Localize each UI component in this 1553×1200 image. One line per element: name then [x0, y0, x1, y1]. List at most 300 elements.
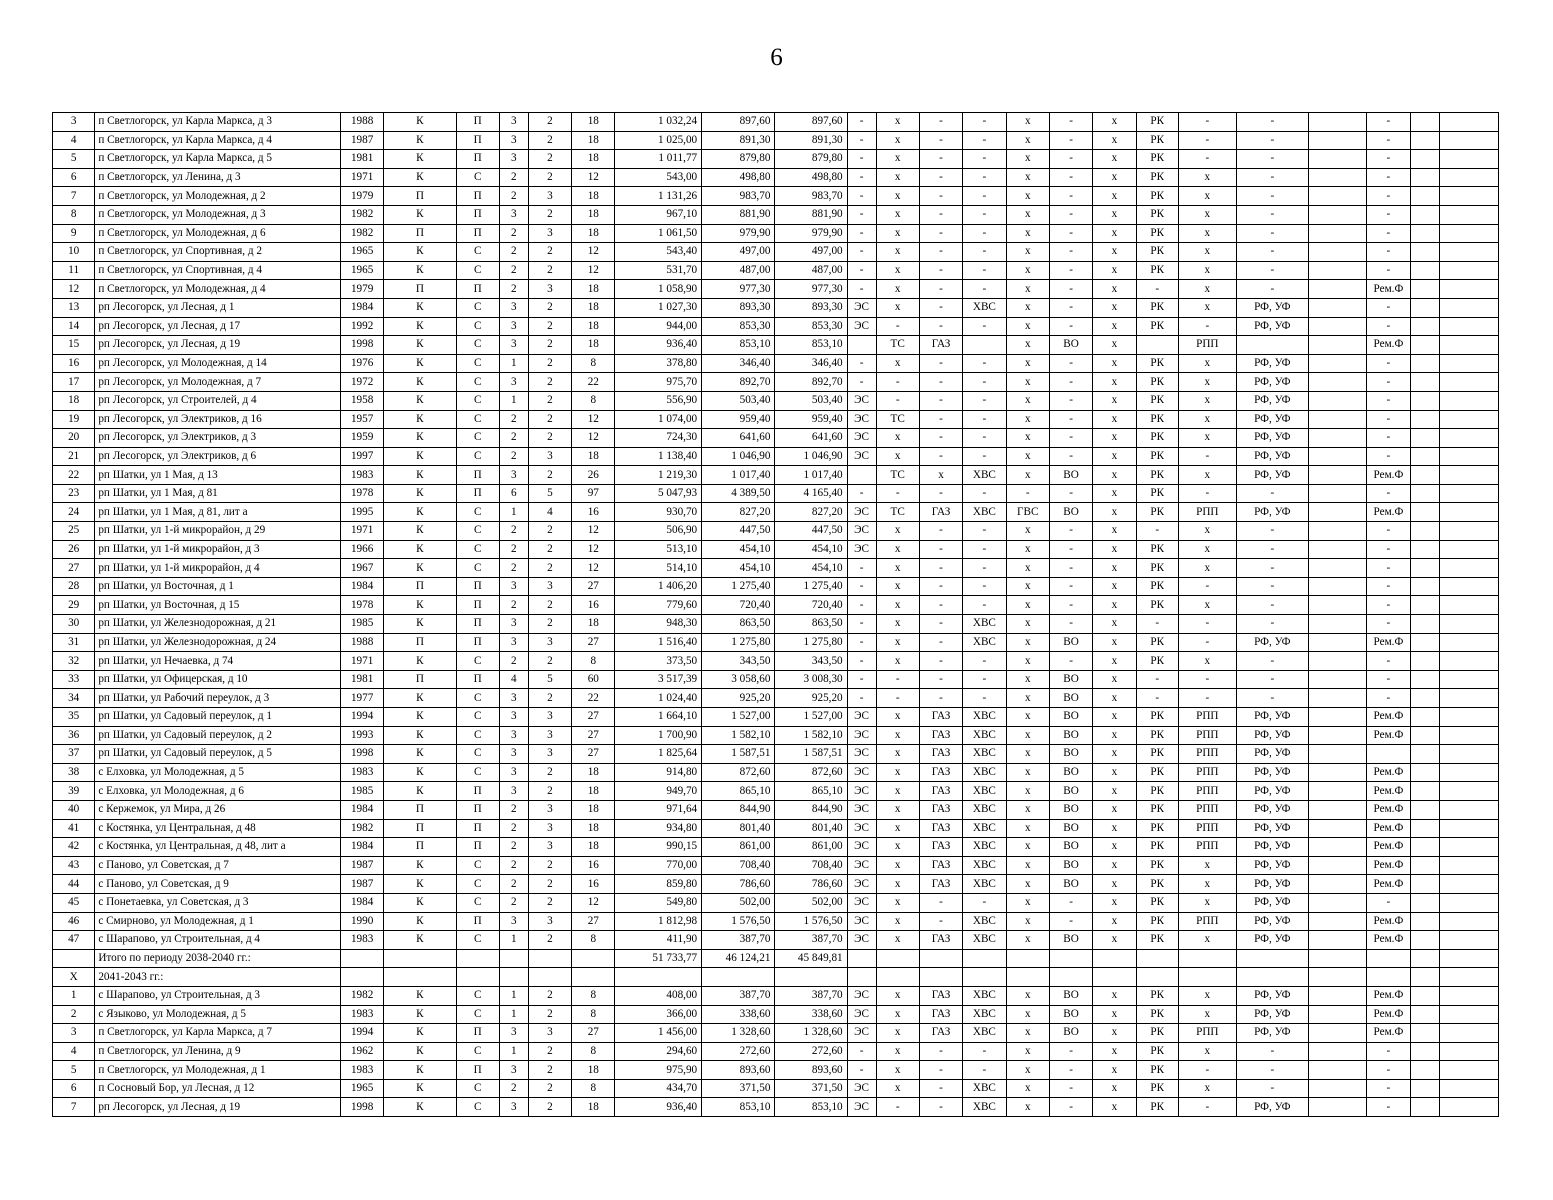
table-cell: ХВС: [963, 466, 1006, 485]
table-cell: 5: [53, 150, 95, 169]
table-cell: -: [919, 615, 962, 634]
table-cell: 1 576,50: [702, 912, 775, 931]
table-cell: 19: [53, 410, 95, 429]
table-cell: РФ, УФ: [1236, 466, 1308, 485]
table-cell: -: [919, 131, 962, 150]
table-cell: К: [384, 522, 456, 541]
table-cell: [1411, 782, 1440, 801]
table-cell: [1440, 131, 1499, 150]
table-cell: х: [1006, 205, 1049, 224]
table-cell: х: [1006, 187, 1049, 206]
table-cell: ВО: [1049, 986, 1092, 1005]
table-cell: ЭС: [847, 745, 876, 764]
table-cell: 865,10: [702, 782, 775, 801]
table-cell: 36: [53, 726, 95, 745]
table-cell: РК: [1136, 800, 1178, 819]
table-cell: -: [1366, 522, 1410, 541]
table-cell: 2: [528, 168, 571, 187]
table-cell: -: [847, 577, 876, 596]
table-cell: ВО: [1049, 782, 1092, 801]
table-cell: -: [919, 261, 962, 280]
table-cell: [1440, 1061, 1499, 1080]
table-cell: -: [1178, 1098, 1236, 1117]
table-cell: 33: [53, 670, 95, 689]
table-cell: 1 664,10: [615, 708, 702, 727]
table-cell: -: [847, 633, 876, 652]
address-cell: рп Лесогорск, ул Электриков, д 6: [95, 447, 341, 466]
address-cell: рп Лесогорск, ул Лесная, д 17: [95, 317, 341, 336]
table-cell: -: [919, 689, 962, 708]
table-cell: [1308, 949, 1366, 968]
address-cell: с Елховка, ул Молодежная, д 5: [95, 763, 341, 782]
table-cell: х: [876, 633, 919, 652]
table-cell: -: [1049, 150, 1092, 169]
table-cell: 8: [572, 931, 615, 950]
table-cell: -: [919, 373, 962, 392]
table-cell: -: [1049, 354, 1092, 373]
table-cell: -: [919, 429, 962, 448]
table-cell: ЭС: [847, 708, 876, 727]
table-cell: ЭС: [847, 912, 876, 931]
table-cell: Рем.Ф: [1366, 856, 1410, 875]
table-cell: х: [1006, 391, 1049, 410]
table-cell: С: [456, 986, 499, 1005]
table-cell: [1308, 1005, 1366, 1024]
table-cell: РФ, УФ: [1236, 912, 1308, 931]
table-cell: 346,40: [775, 354, 847, 373]
table-cell: -: [1366, 391, 1410, 410]
table-cell: ЭС: [847, 819, 876, 838]
table-cell: 708,40: [775, 856, 847, 875]
table-cell: [1411, 856, 1440, 875]
table-cell: х: [1178, 986, 1236, 1005]
table-cell: -: [963, 261, 1006, 280]
table-cell: Рем.Ф: [1366, 726, 1410, 745]
table-cell: С: [456, 447, 499, 466]
table-cell: [1411, 838, 1440, 857]
table-cell: [1411, 150, 1440, 169]
table-cell: 3: [528, 912, 571, 931]
table-cell: х: [1093, 224, 1136, 243]
table-row: [53, 652, 1499, 671]
table-cell: 13: [53, 298, 95, 317]
table-cell: -: [1366, 1061, 1410, 1080]
table-cell: ЭС: [847, 726, 876, 745]
table-cell: -: [919, 168, 962, 187]
table-cell: 3: [528, 280, 571, 299]
table-cell: х: [1093, 745, 1136, 764]
table-cell: 1 406,20: [615, 577, 702, 596]
table-cell: [1411, 522, 1440, 541]
table-cell: 2: [499, 838, 528, 857]
table-cell: К: [384, 782, 456, 801]
table-row: [53, 373, 1499, 392]
table-row: [53, 150, 1499, 169]
table-cell: -: [1366, 484, 1410, 503]
table-row: [53, 336, 1499, 355]
table-row: [53, 893, 1499, 912]
table-cell: [1411, 670, 1440, 689]
table-cell: РПП: [1178, 708, 1236, 727]
address-cell: рп Шатки, ул Железнодорожная, д 21: [95, 615, 341, 634]
table-row: [53, 298, 1499, 317]
table-cell: ГАЗ: [919, 708, 962, 727]
table-row: [53, 615, 1499, 634]
table-cell: 2: [528, 336, 571, 355]
table-cell: 8: [53, 205, 95, 224]
table-cell: 8: [572, 1042, 615, 1061]
table-cell: х: [1178, 559, 1236, 578]
table-cell: [876, 949, 919, 968]
address-cell: рп Лесогорск, ул Строителей, д 4: [95, 391, 341, 410]
table-cell: 7: [53, 187, 95, 206]
table-cell: -: [919, 280, 962, 299]
address-cell: рп Лесогорск, ул Лесная, д 19: [95, 1098, 341, 1117]
table-cell: -: [1366, 243, 1410, 262]
table-cell: ВО: [1049, 838, 1092, 857]
table-cell: 8: [572, 986, 615, 1005]
table-cell: -: [1049, 243, 1092, 262]
table-cell: РФ, УФ: [1236, 800, 1308, 819]
table-cell: [1440, 615, 1499, 634]
table-cell: -: [847, 131, 876, 150]
table-cell: 1: [499, 1005, 528, 1024]
table-cell: 1971: [340, 168, 383, 187]
table-cell: РК: [1136, 559, 1178, 578]
table-cell: 506,90: [615, 522, 702, 541]
table-cell: х: [876, 931, 919, 950]
table-cell: х: [1093, 1098, 1136, 1117]
table-cell: 1995: [340, 503, 383, 522]
table-cell: 294,60: [615, 1042, 702, 1061]
table-cell: х: [1006, 1042, 1049, 1061]
table-cell: К: [384, 856, 456, 875]
address-cell: рп Лесогорск, ул Молодежная, д 7: [95, 373, 341, 392]
table-cell: 12: [572, 410, 615, 429]
table-cell: ЭС: [847, 540, 876, 559]
table-cell: -: [919, 559, 962, 578]
table-cell: х: [1178, 522, 1236, 541]
table-cell: РФ, УФ: [1236, 1098, 1308, 1117]
table-cell: 3: [499, 1024, 528, 1043]
table-cell: х: [1006, 986, 1049, 1005]
table-cell: -: [963, 689, 1006, 708]
table-cell: [1006, 968, 1049, 987]
table-cell: 3: [528, 1024, 571, 1043]
table-cell: х: [1006, 1005, 1049, 1024]
table-cell: 3: [499, 317, 528, 336]
table-cell: х: [1178, 354, 1236, 373]
table-cell: -: [847, 280, 876, 299]
table-cell: [1308, 1061, 1366, 1080]
table-cell: 872,60: [702, 763, 775, 782]
table-cell: 967,10: [615, 205, 702, 224]
table-cell: ХВС: [963, 782, 1006, 801]
table-cell: 2: [528, 243, 571, 262]
table-cell: -: [963, 596, 1006, 615]
table-cell: х: [876, 856, 919, 875]
table-cell: РК: [1136, 856, 1178, 875]
table-cell: ГАЗ: [919, 856, 962, 875]
table-cell: -: [919, 1079, 962, 1098]
table-cell: 1988: [340, 113, 383, 132]
table-cell: 1971: [340, 522, 383, 541]
table-cell: К: [384, 912, 456, 931]
table-cell: 2: [499, 429, 528, 448]
table-cell: 42: [53, 838, 95, 857]
table-cell: х: [876, 224, 919, 243]
table-cell: 3: [499, 373, 528, 392]
table-cell: 1977: [340, 689, 383, 708]
table-cell: 447,50: [775, 522, 847, 541]
table-cell: -: [1366, 577, 1410, 596]
table-cell: [1411, 559, 1440, 578]
table-cell: ЭС: [847, 931, 876, 950]
table-cell: х: [1093, 931, 1136, 950]
table-cell: 892,70: [702, 373, 775, 392]
table-cell: -: [1049, 168, 1092, 187]
table-cell: х: [1093, 763, 1136, 782]
table-cell: 2: [528, 782, 571, 801]
table-cell: РК: [1136, 298, 1178, 317]
table-cell: х: [1006, 1024, 1049, 1043]
table-cell: РК: [1136, 838, 1178, 857]
table-cell: 21: [53, 447, 95, 466]
table-cell: РФ, УФ: [1236, 708, 1308, 727]
table-cell: К: [384, 1042, 456, 1061]
table-cell: [1411, 968, 1440, 987]
table-cell: 3: [53, 1024, 95, 1043]
table-cell: ВО: [1049, 633, 1092, 652]
table-cell: [1440, 726, 1499, 745]
table-cell: 2: [528, 1042, 571, 1061]
table-cell: 2: [528, 131, 571, 150]
table-cell: -: [847, 373, 876, 392]
table-cell: -: [1049, 596, 1092, 615]
table-cell: -: [1136, 615, 1178, 634]
table-cell: 366,00: [615, 1005, 702, 1024]
table-row: [53, 708, 1499, 727]
table-cell: К: [384, 503, 456, 522]
table-cell: -: [919, 150, 962, 169]
table-cell: [1440, 912, 1499, 931]
table-cell: 1: [499, 931, 528, 950]
table-cell: 1 131,26: [615, 187, 702, 206]
table-cell: х: [876, 782, 919, 801]
table-cell: 454,10: [775, 559, 847, 578]
table-cell: ХВС: [963, 1024, 1006, 1043]
table-cell: [1308, 205, 1366, 224]
table-cell: [847, 336, 876, 355]
table-cell: х: [1006, 447, 1049, 466]
table-cell: [1440, 298, 1499, 317]
table-cell: -: [1178, 615, 1236, 634]
table-cell: [1366, 968, 1410, 987]
table-cell: [1308, 931, 1366, 950]
table-cell: РК: [1136, 205, 1178, 224]
table-cell: 853,10: [702, 336, 775, 355]
table-cell: [1411, 540, 1440, 559]
table-cell: ГАЗ: [919, 726, 962, 745]
table-cell: х: [876, 540, 919, 559]
table-cell: 853,30: [775, 317, 847, 336]
table-row: [53, 522, 1499, 541]
table-cell: 12: [572, 559, 615, 578]
table-cell: РК: [1136, 466, 1178, 485]
table-cell: х: [1006, 596, 1049, 615]
table-cell: х: [1178, 893, 1236, 912]
table-cell: -: [1049, 205, 1092, 224]
table-cell: х: [876, 113, 919, 132]
table-cell: 272,60: [702, 1042, 775, 1061]
table-cell: -: [1366, 689, 1410, 708]
table-cell: ЭС: [847, 1079, 876, 1098]
table-cell: 30: [53, 615, 95, 634]
table-cell: 2: [499, 893, 528, 912]
address-cell: рп Шатки, ул 1 Мая, д 13: [95, 466, 341, 485]
table-cell: [775, 968, 847, 987]
table-cell: 1 017,40: [702, 466, 775, 485]
table-row: [53, 949, 1499, 968]
table-cell: К: [384, 113, 456, 132]
table-cell: 863,50: [702, 615, 775, 634]
table-cell: [702, 968, 775, 987]
table-cell: РК: [1136, 986, 1178, 1005]
table-cell: [1440, 522, 1499, 541]
table-cell: С: [456, 745, 499, 764]
table-cell: х: [1006, 224, 1049, 243]
table-cell: 1 576,50: [775, 912, 847, 931]
table-cell: [340, 949, 383, 968]
table-cell: 3: [499, 113, 528, 132]
table-cell: 34: [53, 689, 95, 708]
table-cell: 3: [499, 577, 528, 596]
table-cell: [1308, 503, 1366, 522]
table-row: [53, 224, 1499, 243]
table-cell: 1 138,40: [615, 447, 702, 466]
table-cell: РПП: [1178, 336, 1236, 355]
table-cell: х: [876, 354, 919, 373]
table-cell: С: [456, 708, 499, 727]
table-cell: П: [456, 577, 499, 596]
table-cell: С: [456, 317, 499, 336]
table-cell: ЭС: [847, 893, 876, 912]
table-cell: 44: [53, 875, 95, 894]
table-cell: 41: [53, 819, 95, 838]
table-cell: 18: [572, 336, 615, 355]
address-cell: рп Лесогорск, ул Электриков, д 3: [95, 429, 341, 448]
table-cell: 6: [53, 1079, 95, 1098]
table-cell: -: [1236, 484, 1308, 503]
table-cell: К: [384, 261, 456, 280]
table-cell: 1: [53, 986, 95, 1005]
address-cell: п Светлогорск, ул Молодежная, д 6: [95, 224, 341, 243]
table-cell: х: [1093, 596, 1136, 615]
table-cell: х: [1006, 819, 1049, 838]
table-cell: -: [963, 577, 1006, 596]
table-cell: РФ, УФ: [1236, 429, 1308, 448]
table-cell: 3: [528, 447, 571, 466]
table-cell: РК: [1136, 875, 1178, 894]
table-cell: [528, 949, 571, 968]
table-cell: 12: [572, 243, 615, 262]
table-cell: -: [963, 354, 1006, 373]
table-cell: 2: [528, 931, 571, 950]
table-cell: -: [963, 652, 1006, 671]
table-row: [53, 410, 1499, 429]
table-cell: х: [1006, 615, 1049, 634]
table-cell: 1998: [340, 336, 383, 355]
table-cell: х: [1093, 615, 1136, 634]
table-cell: 22: [572, 689, 615, 708]
table-cell: 1982: [340, 986, 383, 1005]
table-row: [53, 1024, 1499, 1043]
table-cell: [1440, 819, 1499, 838]
table-row: [53, 1098, 1499, 1117]
table-cell: К: [384, 466, 456, 485]
table-cell: х: [1006, 559, 1049, 578]
table-row: [53, 540, 1499, 559]
table-cell: х: [876, 261, 919, 280]
table-cell: х: [876, 1005, 919, 1024]
table-cell: П: [456, 150, 499, 169]
table-cell: [1308, 131, 1366, 150]
table-cell: РК: [1136, 819, 1178, 838]
table-cell: -: [1178, 689, 1236, 708]
table-cell: 2: [499, 187, 528, 206]
table-cell: [1440, 652, 1499, 671]
table-cell: 487,00: [702, 261, 775, 280]
table-cell: [1093, 968, 1136, 987]
table-cell: [1308, 391, 1366, 410]
table-cell: 408,00: [615, 986, 702, 1005]
table-cell: [1308, 652, 1366, 671]
table-cell: РК: [1136, 652, 1178, 671]
table-cell: РК: [1136, 1061, 1178, 1080]
table-cell: х: [1006, 522, 1049, 541]
table-cell: [1308, 168, 1366, 187]
table-cell: 18: [572, 1061, 615, 1080]
table-cell: 959,40: [702, 410, 775, 429]
table-cell: С: [456, 559, 499, 578]
table-cell: 1979: [340, 187, 383, 206]
table-cell: -: [1236, 131, 1308, 150]
table-cell: 1984: [340, 838, 383, 857]
table-cell: 1 456,00: [615, 1024, 702, 1043]
table-cell: х: [1093, 670, 1136, 689]
table-cell: К: [384, 429, 456, 448]
table-cell: -: [963, 131, 1006, 150]
table-cell: [1178, 968, 1236, 987]
table-cell: х: [1178, 187, 1236, 206]
table-cell: х: [876, 912, 919, 931]
table-cell: х: [876, 559, 919, 578]
table-cell: 1983: [340, 1005, 383, 1024]
table-cell: х: [876, 150, 919, 169]
table-row: [53, 559, 1499, 578]
table-cell: 23: [53, 484, 95, 503]
address-cell: п Светлогорск, ул Спортивная, д 2: [95, 243, 341, 262]
table-cell: -: [963, 373, 1006, 392]
table-row: [53, 726, 1499, 745]
table-cell: 936,40: [615, 336, 702, 355]
table-cell: -: [1049, 1061, 1092, 1080]
table-cell: 3: [528, 838, 571, 857]
table-cell: х: [1006, 1061, 1049, 1080]
table-cell: [1440, 484, 1499, 503]
table-cell: -: [919, 298, 962, 317]
table-cell: РФ, УФ: [1236, 373, 1308, 392]
